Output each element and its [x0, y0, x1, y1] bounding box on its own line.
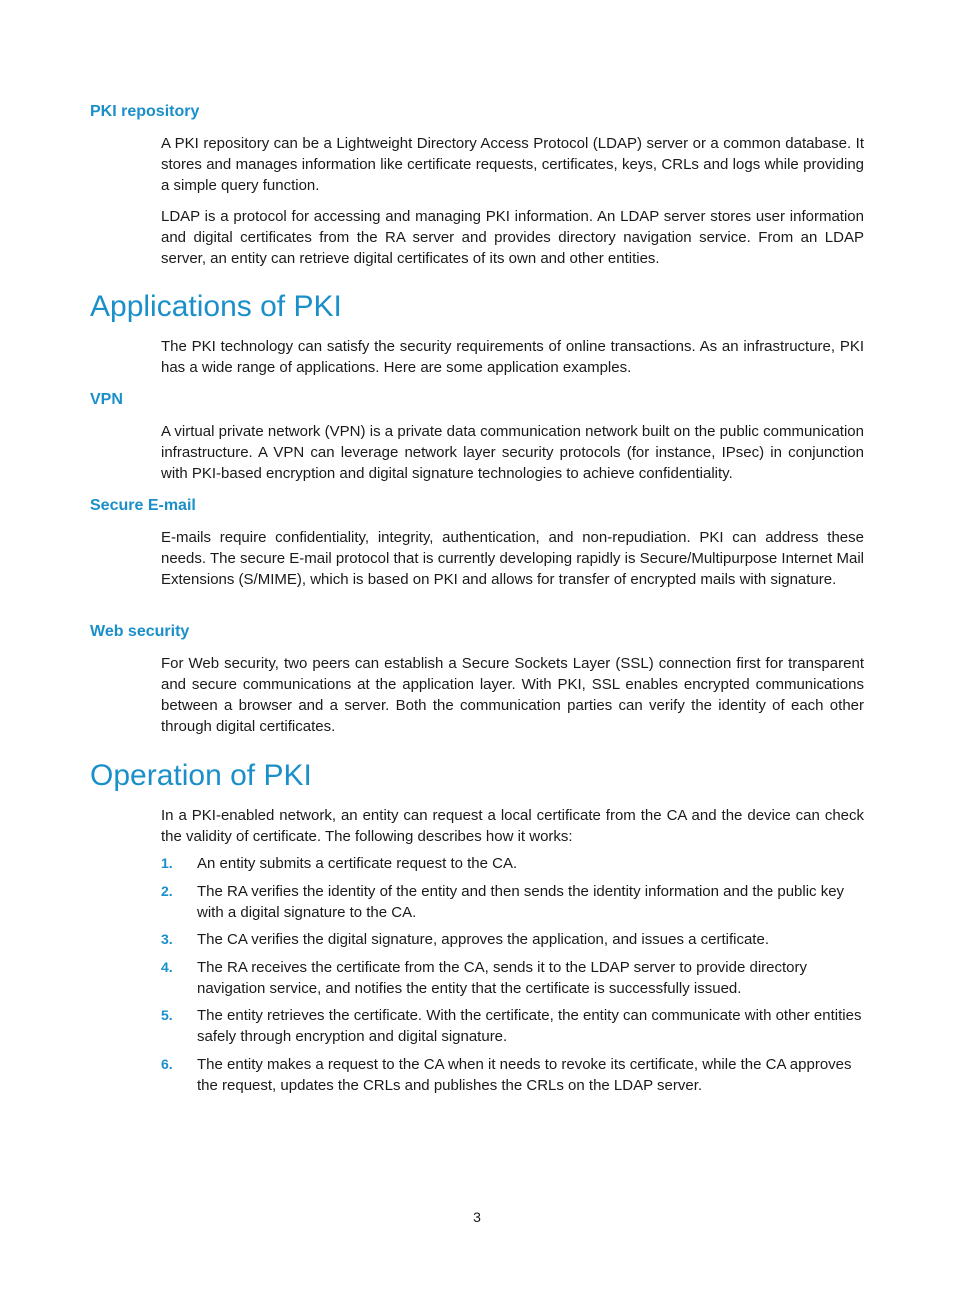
list-text: The entity retrieves the certificate. With the certificate, the entity can communicate with other entities safely through encryption and digital signature.: [197, 1007, 862, 1045]
heading-web-security: Web security: [90, 623, 190, 640]
list-number: 4.: [161, 959, 173, 975]
heading-vpn: VPN: [90, 391, 123, 408]
page-number: 3: [473, 1209, 481, 1225]
list-number: 1.: [161, 855, 173, 871]
list-text: An entity submits a certificate request to the CA.: [197, 855, 518, 872]
list-text: The entity makes a request to the CA when it needs to revoke its certificate, while the CA approves the request, updates the CRLs and publishes the CRLs on the LDAP server.: [197, 1056, 852, 1094]
list-number: 3.: [161, 931, 173, 947]
list-text: The CA verifies the digital signature, approves the application, and issues a certificate.: [197, 931, 769, 948]
paragraph-applications-1: The PKI technology can satisfy the security requirements of online transactions. As an infrastructure, PKI has a wide range of applications. Here are some application examples.: [161, 338, 864, 376]
list-number: 2.: [161, 883, 173, 899]
list-text: The RA receives the certificate from the CA, sends it to the LDAP server to provide directory navigation service, and notifies the entity that the certificate is successfully issued.: [197, 959, 807, 997]
paragraph-vpn-1: A virtual private network (VPN) is a private data communication network built on the public communication infrastructure. A VPN can leverage network layer security protocols (for instance, IPsec) in conjunction with PKI-based encryption and digital signature technologies to achieve confidentiality.: [161, 423, 864, 482]
paragraph-web-security-1: For Web security, two peers can establish a Secure Sockets Layer (SSL) connection first for transparent and secure communications at the application layer. With PKI, SSL enables encrypted communications between a browser and a server. Both the communication parties can verify the identity of each other through digital certificates.: [161, 655, 864, 735]
heading-operation-of-pki: Operation of PKI: [90, 759, 312, 792]
list-number: 5.: [161, 1007, 173, 1023]
heading-pki-repository: PKI repository: [90, 103, 200, 120]
paragraph-operation-1: In a PKI-enabled network, an entity can request a local certificate from the CA and the device can check the validity of certificate. The following describes how it works:: [161, 807, 864, 845]
list-number: 6.: [161, 1056, 173, 1072]
heading-secure-email: Secure E-mail: [90, 497, 196, 514]
paragraph-pki-repository-1: A PKI repository can be a Lightweight Directory Access Protocol (LDAP) server or a common database. It stores and manages information like certificate requests, certificates, keys, CRLs and logs while providing a simple query function.: [161, 135, 864, 194]
list-text: The RA verifies the identity of the entity and then sends the identity information and the public key with a digital signature to the CA.: [197, 883, 845, 921]
paragraph-pki-repository-2: LDAP is a protocol for accessing and managing PKI information. An LDAP server stores user information and digital certificates from the RA server and provides directory navigation service. From an LDAP server, an entity can retrieve digital certificates of its own and other entities.: [161, 208, 864, 267]
paragraph-secure-email-1: E-mails require confidentiality, integrity, authentication, and non-repudiation. PKI can address these needs. The secure E-mail protocol that is currently developing rapidly is Secure/Multipurpose Internet Mail Extensions (S/MIME), which is based on PKI and allows for transfer of encrypted mails with signature.: [161, 529, 864, 588]
heading-applications-of-pki: Applications of PKI: [90, 290, 342, 323]
